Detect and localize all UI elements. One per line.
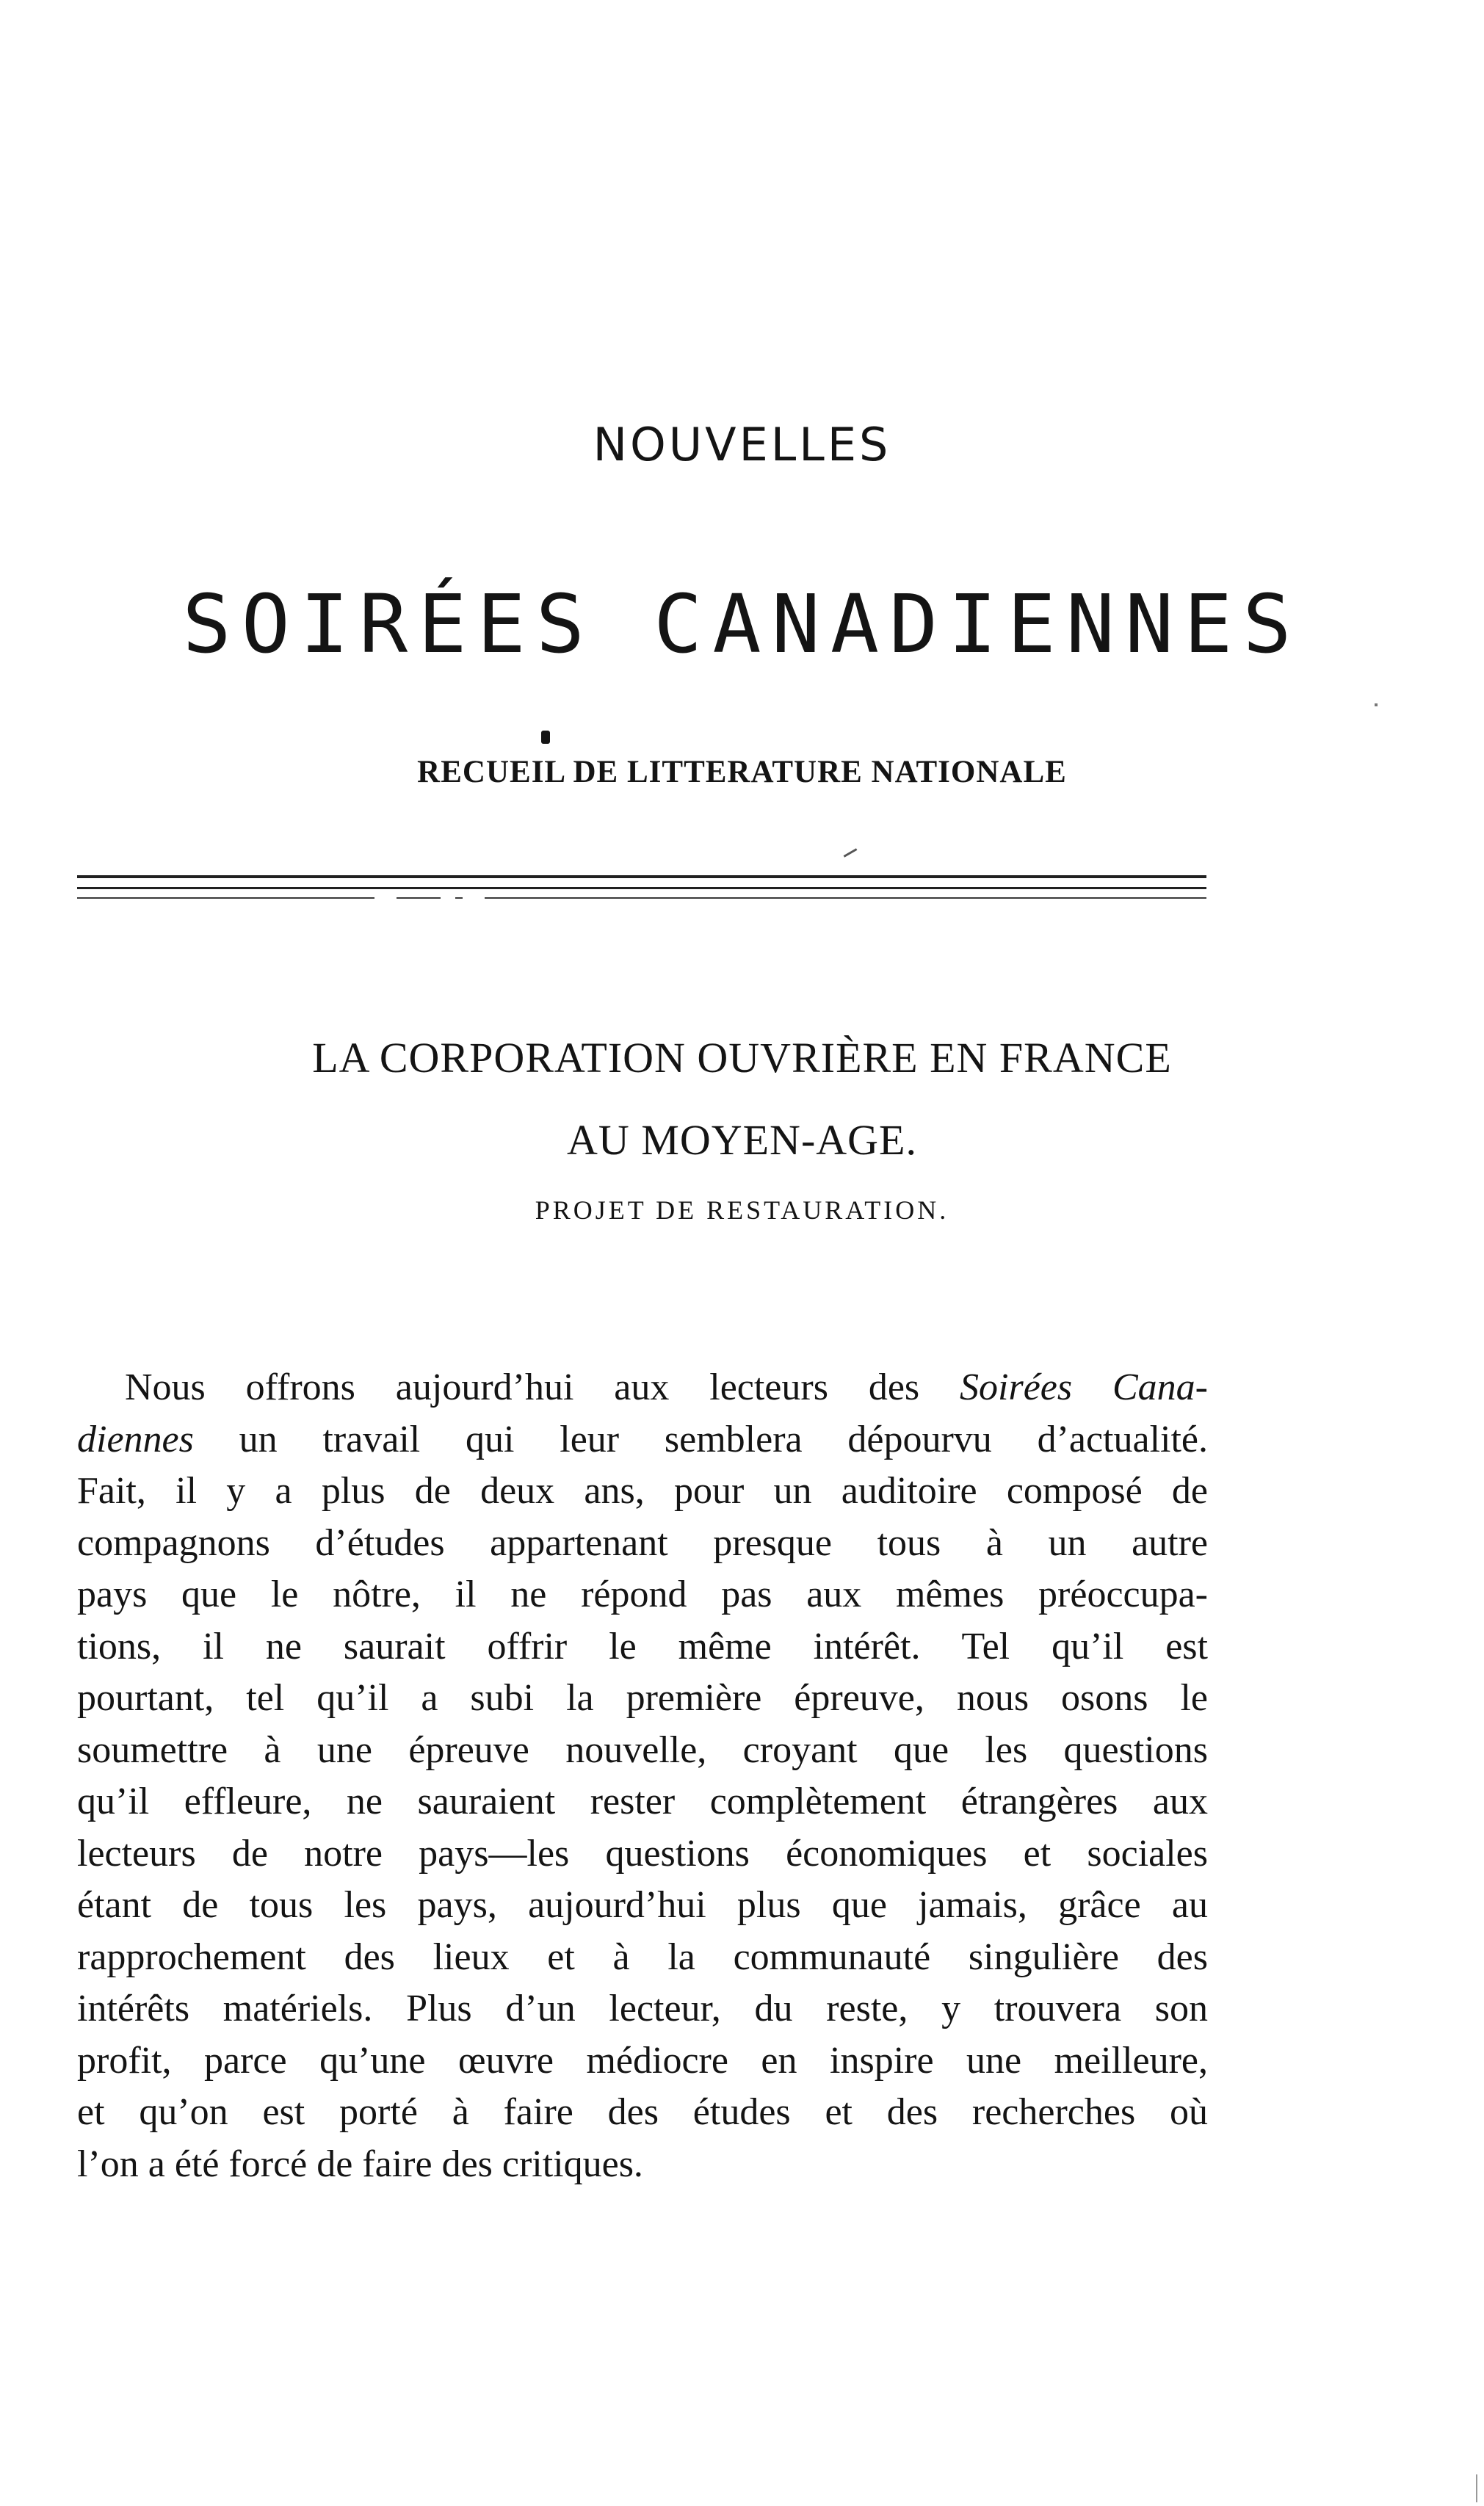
text-line: rapprochement des lieux et à la communauté singulière des <box>77 1935 1208 1978</box>
text-line: Fait, il y a plus de deux ans, pour un auditoire composé de <box>77 1470 1208 1512</box>
body-paragraph <box>77 1362 1208 2190</box>
text-line: l’on a été forcé de faire des critiques. <box>77 2143 643 2185</box>
text-line: intérêts matériels. Plus d’un lecteur, du reste, y trouvera son <box>77 1988 1208 2029</box>
text-line: profit, parce qu’une œuvre médiocre en inspire une meilleure, <box>77 2039 1208 2082</box>
rule-wear <box>463 895 485 901</box>
italic-title: diennes <box>77 1418 194 1460</box>
ink-mark <box>844 848 858 858</box>
ornament-dot <box>541 731 550 744</box>
article-title-line: AU MOYEN-AGE. <box>567 1116 917 1164</box>
rule-wear <box>441 895 455 901</box>
text-line: Nous offrons aujourd’hui aux lecteurs des Soirées Cana- <box>125 1366 1208 1408</box>
article-title-line: LA CORPORATION OUVRIÈRE EN FRANCE <box>312 1034 1172 1082</box>
rule-wear <box>374 895 397 901</box>
text-line: et qu’on est porté à faire des études et des recherches où <box>77 2091 1208 2133</box>
publication-subtitle: RECUEIL DE LITTERATURE NATIONALE <box>417 755 1067 789</box>
text-line: diennes un travail qui leur semblera dépourvu d’actualité. <box>77 1418 1208 1460</box>
paper-speck <box>1375 703 1378 706</box>
text-line: étant de tous les pays, aujourd’hui plus que jamais, grâce au <box>77 1884 1208 1926</box>
text-line: soumettre à une épreuve nouvelle, croyant que les questions <box>77 1728 1208 1771</box>
publication-title: SOIRÉES CANADIENNES <box>182 577 1302 671</box>
article-title <box>0 1017 1484 1181</box>
italic-title: Soirées Cana- <box>960 1366 1208 1408</box>
double-rule-bottom <box>77 897 1206 899</box>
double-rule-middle <box>77 887 1206 889</box>
text-line: pays que le nôtre, il ne répond pas aux mêmes préoccupa- <box>77 1574 1208 1615</box>
double-rule-top <box>77 875 1206 878</box>
paper-edge-mark <box>1476 2474 1477 2502</box>
text-line: pourtant, tel qu’il a subi la première épreuve, nous osons le <box>77 1677 1208 1719</box>
article-subtitle: PROJET DE RESTAURATION. <box>535 1195 949 1225</box>
text-line: compagnons d’études appartenant presque tous à un autre <box>77 1521 1208 1564</box>
text-line: lecteurs de notre pays—les questions économiques et sociales <box>77 1832 1208 1875</box>
series-kicker: NOUVELLES <box>593 418 891 471</box>
text-line: tions, il ne saurait offrir le même intérêt. Tel qu’il est <box>77 1625 1208 1667</box>
text-line: qu’il effleure, ne sauraient rester complètement étrangères aux <box>77 1781 1208 1822</box>
